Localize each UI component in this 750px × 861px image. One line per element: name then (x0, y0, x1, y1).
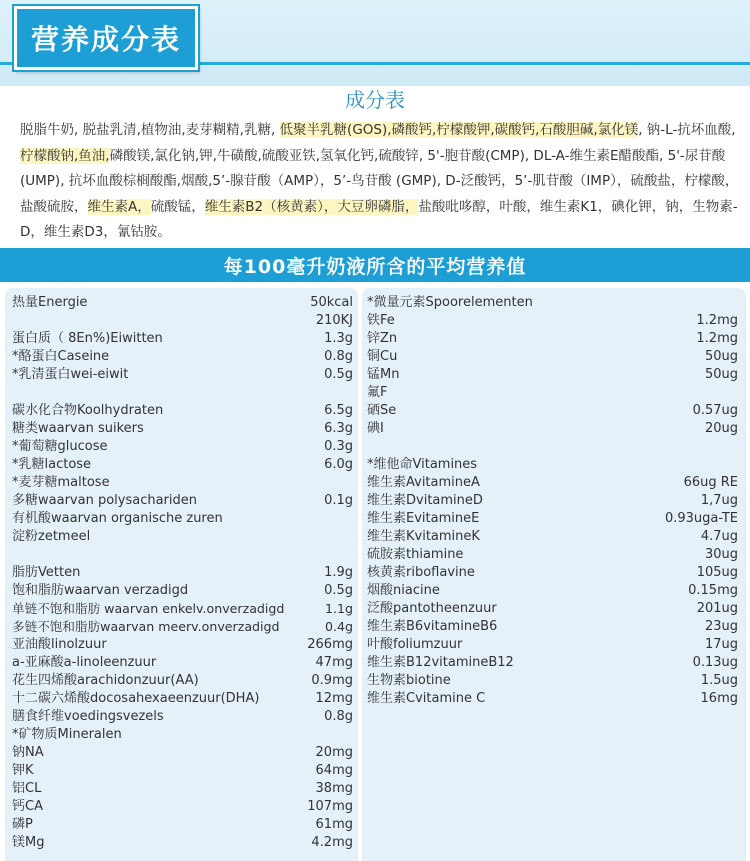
nutrient-name: 多糖waarvan polysachariden (12, 493, 197, 508)
nutrient-value: 50ug (704, 349, 738, 364)
nutrient-value: 50kcal (310, 295, 353, 310)
ingredient-highlight: 低聚半乳糖(GOS),磷酸钙,柠檬酸钾,碳酸钙,石酸胆碱,氯化镁 (279, 122, 639, 138)
nutrient-name: 钠NA (12, 745, 44, 760)
nutrient-name: 锰Mn (367, 367, 400, 382)
ingredients-heading: 成分表 (345, 88, 405, 112)
nutrient-row (12, 366, 353, 384)
nutrient-row (367, 672, 738, 690)
nutrient-name: *酪蛋白Caseine (12, 349, 110, 364)
nutrient-row (367, 312, 738, 330)
nutrient-value: 64mg (315, 763, 353, 778)
nutrient-value: 20ug (704, 421, 738, 436)
nutrient-row (367, 510, 738, 528)
nutrient-value: 1,7ug (700, 493, 738, 508)
nutrient-value: 1.9g (324, 565, 353, 580)
nutrient-name: 锌Zn (367, 331, 398, 346)
spacer-row (12, 384, 353, 402)
nutrient-row (12, 582, 353, 600)
nutrient-value: 0.5g (324, 367, 353, 382)
nutrient-name: *麦芽糖maltose (12, 475, 110, 490)
ingredient-segment: 硫酸锰， (150, 198, 205, 215)
nutrient-name: *微量元素Spoorelementen (367, 295, 533, 310)
nutrient-row (12, 600, 353, 618)
nutrient-name: 铜Cu (367, 349, 398, 364)
nutrient-value: 50ug (704, 367, 738, 382)
nutrient-value: 1.3g (324, 331, 353, 346)
nutrient-row (367, 564, 738, 582)
nutrient-row (12, 294, 353, 312)
nutrient-name: 叶酸foliumzuur (367, 637, 463, 652)
nutrient-name: 有机酸waarvan organische zuren (12, 511, 223, 526)
nutrient-value: 0.8g (324, 349, 353, 364)
nutrient-value: 0.93uga-TE (664, 511, 738, 526)
nutrient-name: 热量Energie (12, 295, 88, 310)
nutrient-value: 0.3g (324, 439, 353, 454)
nutrient-name: 脂肪Vetten (12, 565, 81, 580)
nutrient-value: 12mg (315, 691, 353, 706)
nutrient-row (367, 330, 738, 348)
nutrient-name: 铝CL (12, 781, 42, 796)
nutrition-banner-label: 每100毫升奶液所含的平均营养值 (223, 255, 527, 278)
nutrient-value: 266mg (307, 637, 353, 652)
nutrient-value: 0.13ug (692, 655, 738, 670)
ingredient-highlight: 维生素B2（核黄素），大豆卵磷脂， (204, 198, 419, 215)
nutrient-row (12, 654, 353, 672)
nutrient-row (367, 690, 738, 708)
nutrient-row (12, 816, 353, 834)
spacer-row (367, 438, 738, 456)
nutrient-value: 1.1g (324, 601, 353, 616)
nutrient-name: *乳糖lactose (12, 457, 92, 472)
nutrient-row (367, 456, 738, 474)
nutrient-name: 十二碳六烯酸docosahexaeenzuur(DHA) (12, 691, 260, 706)
nutrient-row (12, 762, 353, 780)
nutrient-name: 糖类waarvan suikers (12, 421, 144, 436)
ingredient-segment: 脱脂牛奶, 脱盐乳清,植物油,麦芽糊精,乳糖, (20, 122, 280, 138)
nutrient-row (367, 636, 738, 654)
nutrient-row (12, 780, 353, 798)
nutrient-value: 20mg (315, 745, 353, 760)
nutrient-row (367, 600, 738, 618)
nutrient-value: 17ug (704, 637, 738, 652)
nutrient-name: 硫胺素thiamine (367, 547, 464, 562)
nutrient-row (12, 402, 353, 420)
nutrient-row (12, 528, 353, 546)
ingredient-segment: , 钠-L-抗坏血酸, (638, 122, 736, 138)
nutrient-row (12, 420, 353, 438)
nutrient-name: 多链不饱和脂肪waarvan meerv.onverzadigd (12, 619, 280, 634)
nutrient-value: 4.7ug (700, 529, 738, 544)
nutrient-name: 铁Fe (367, 313, 395, 328)
nutrient-name: 饱和脂肪waarvan verzadigd (12, 583, 189, 598)
nutrient-name: 生物素biotine (367, 673, 451, 688)
nutrient-value: 66ug RE (683, 475, 738, 490)
nutrient-row (12, 618, 353, 636)
nutrient-row (367, 474, 738, 492)
nutrition-list-left (12, 294, 353, 852)
nutrient-value: 6.3g (324, 421, 353, 436)
nutrient-name: 膳食纤维voedingsvezels (12, 709, 164, 724)
nutrient-name: 磷P (12, 817, 33, 832)
nutrient-row (12, 330, 353, 348)
ingredient-highlight: 维生素A， (87, 198, 151, 215)
nutrient-row (12, 438, 353, 456)
nutrient-value: 47mg (315, 655, 353, 670)
nutrient-row (12, 636, 353, 654)
nutrient-row (12, 798, 353, 816)
nutrient-name: 氟F (367, 385, 388, 400)
nutrient-row (12, 510, 353, 528)
nutrient-row (12, 672, 353, 690)
ingredient-segment: 磷酸镁,氯化钠,钾,牛磺酸,硫酸亚铁,氢氧化钙,硫酸锌, 5'-胞苷酸(CMP), DL-A-维生素E醋酸酯, 5'-尿苷酸(UMP), 抗坏血酸棕榈酸酯,烟酸,5’-腺苷酸（AMP），5’-鸟苷酸 (GMP), D-泛酸钙，5’-肌苷酸（IMP），硫酸盐，柠檬酸，盐酸硫胺， (20, 147, 739, 215)
nutrient-row (12, 726, 353, 744)
nutrient-name: 淀粉zetmeel (12, 529, 91, 544)
nutrient-row (12, 834, 353, 852)
nutrient-row (367, 384, 738, 402)
nutrient-row (367, 618, 738, 636)
nutrient-name: 单链不饱和脂肪 waarvan enkelv.onverzadigd (12, 601, 285, 616)
nutrient-value: 0.5g (324, 583, 353, 598)
nutrient-name: 碘I (367, 421, 384, 436)
nutrient-name: 维生素DvitamineD (367, 493, 483, 508)
nutrient-name: a-亚麻酸a-linoleenzuur (12, 655, 157, 670)
nutrient-row (12, 708, 353, 726)
nutrient-value: 6.0g (324, 457, 353, 472)
nutrient-row (367, 294, 738, 312)
nutrient-value: 6.5g (324, 403, 353, 418)
nutrient-row (367, 492, 738, 510)
nutrient-value: 105ug (696, 565, 738, 580)
nutrient-row (12, 564, 353, 582)
nutrient-name: *矿物质Mineralen (12, 727, 122, 742)
nutrition-banner (0, 248, 750, 282)
spacer-row (12, 546, 353, 564)
nutrient-name: *乳清蛋白wei-eiwit (12, 367, 129, 382)
nutrient-name: 维生素AvitamineA (367, 475, 480, 490)
nutrient-value: 0.8g (324, 709, 353, 724)
nutrient-row (12, 348, 353, 366)
nutrient-row (367, 546, 738, 564)
nutrient-value: 0.9mg (311, 673, 353, 688)
nutrient-row (12, 690, 353, 708)
nutrient-value: 210KJ (315, 313, 353, 328)
nutrient-value: 0.4g (324, 619, 353, 634)
nutrient-value: 201ug (696, 601, 738, 616)
nutrient-name: 镁Mg (12, 835, 45, 850)
nutrient-name: 维生素EvitamineE (367, 511, 480, 526)
nutrient-row (367, 402, 738, 420)
nutrient-row (367, 582, 738, 600)
nutrient-row (12, 474, 353, 492)
nutrient-value: 4.2mg (311, 835, 353, 850)
nutrient-name: 亚油酸linolzuur (12, 637, 107, 652)
nutrient-value: 23ug (704, 619, 738, 634)
nutrient-name: 维生素Cvitamine C (367, 691, 486, 706)
nutrient-value: 1.2mg (696, 313, 738, 328)
nutrient-value: 38mg (315, 781, 353, 796)
nutrient-value: 107mg (307, 799, 353, 814)
nutrient-name: *葡萄糖glucose (12, 439, 108, 454)
nutrient-name: 蛋白质（ 8En%)Eiwitten (12, 331, 163, 346)
nutrient-name: *维他命Vitamines (367, 457, 478, 472)
nutrient-name: 钙CA (12, 799, 43, 814)
nutrient-row (367, 420, 738, 438)
nutrient-row (367, 348, 738, 366)
nutrient-value: 30ug (704, 547, 738, 562)
nutrition-panel-left (5, 288, 358, 861)
nutrient-name: 维生素B6vitamineB6 (367, 619, 498, 634)
nutrition-list-right (367, 294, 738, 708)
ingredients-text (20, 118, 740, 246)
nutrition-panel-right (362, 288, 746, 861)
title-tab (14, 6, 198, 70)
nutrient-name: 硒Se (367, 403, 397, 418)
nutrient-row (12, 312, 353, 330)
nutrient-value: 61mg (315, 817, 353, 832)
nutrient-row (367, 366, 738, 384)
nutrient-name: 烟酸niacine (367, 583, 440, 598)
page-title: 营养成分表 (30, 23, 181, 56)
nutrient-row (367, 654, 738, 672)
nutrient-name: 核黄素riboflavine (367, 565, 475, 580)
nutrient-row (12, 492, 353, 510)
nutrient-name: 维生素B12vitamineB12 (367, 655, 514, 670)
nutrient-name: 花生四烯酸arachidonzuur(AA) (12, 673, 199, 688)
nutrient-value: 1.2mg (696, 331, 738, 346)
nutrient-name: 钾K (12, 763, 34, 778)
nutrient-row (12, 744, 353, 762)
nutrient-row (367, 528, 738, 546)
nutrient-value: 0.57ug (692, 403, 738, 418)
nutrient-value: 0.15mg (688, 583, 738, 598)
nutrient-name: 泛酸pantotheenzuur (367, 601, 497, 616)
nutrient-row (12, 456, 353, 474)
ingredient-segment: 盐酸吡哆醇，叶酸，维生素K1，碘化钾，钠，生物素-D，维生素D3，氰钴胺。 (20, 198, 738, 240)
ingredient-highlight: 柠檬酸钠,鱼油, (20, 147, 110, 164)
nutrient-name: 维生素KvitamineK (367, 529, 480, 544)
nutrient-value: 1.5ug (700, 673, 738, 688)
nutrient-name: 碳水化合物Koolhydraten (12, 403, 164, 418)
nutrient-value: 0.1g (324, 493, 353, 508)
nutrient-value: 16mg (700, 691, 738, 706)
